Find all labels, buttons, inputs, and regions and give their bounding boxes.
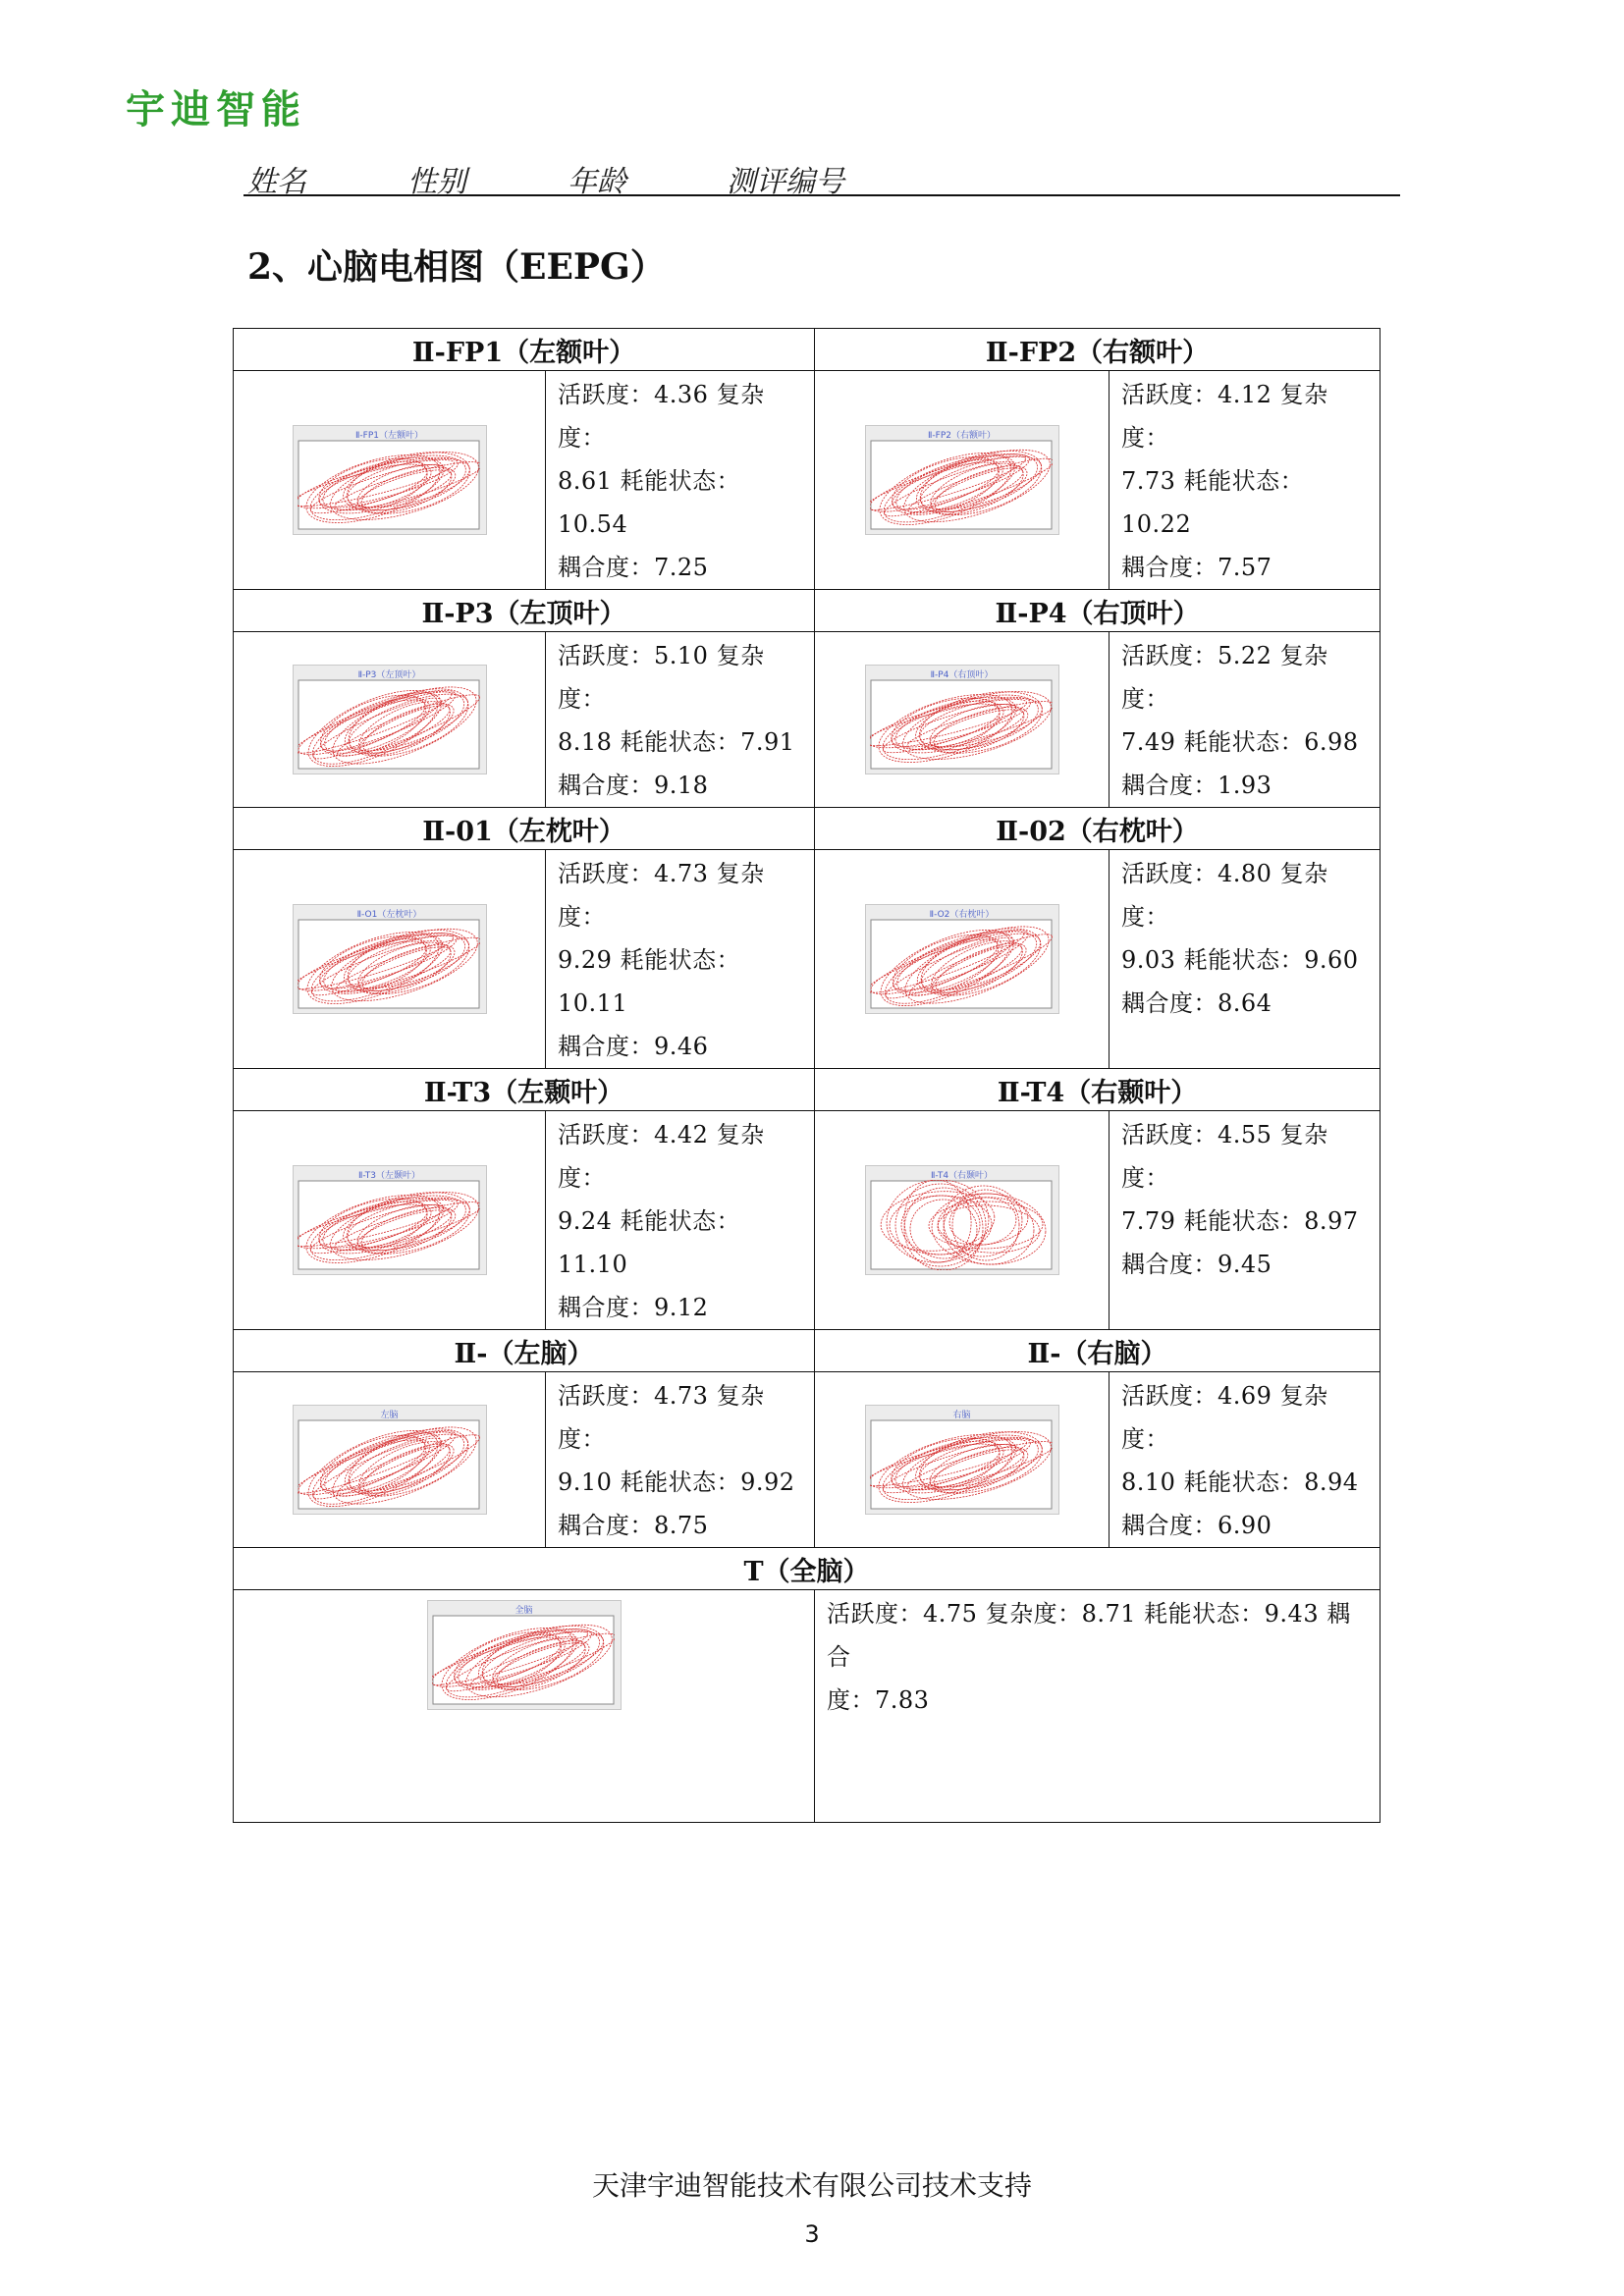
age-label: 年龄 <box>568 165 626 199</box>
eepg-plot <box>865 1165 1059 1275</box>
eepg-plot <box>865 425 1059 535</box>
eepg-plot <box>865 665 1059 774</box>
eepg-plot <box>293 1165 487 1275</box>
energy-state: 7.73 耗能状态：10.22 <box>1121 467 1305 538</box>
phase-trace-svg <box>870 1419 1053 1510</box>
phase-trace-svg <box>298 679 480 770</box>
lead-title: Ⅱ-01（左枕叶） <box>234 808 815 850</box>
plot-label: Ⅱ-P4（右顶叶） <box>930 670 994 680</box>
lead-title: Ⅱ-02（右枕叶） <box>815 808 1380 850</box>
coupling: 耦合度：9.46 <box>558 1033 709 1060</box>
assessment-id-label: 测评编号 <box>727 165 844 199</box>
coupling: 耦合度：9.12 <box>558 1294 709 1321</box>
coupling: 耦合度：8.75 <box>558 1512 709 1539</box>
energy-state: 8.18 耗能状态：7.91 <box>558 728 795 756</box>
plot-frame <box>871 1181 1052 1269</box>
plot-label: 右脑 <box>952 1411 971 1420</box>
phase-trace-svg <box>870 440 1053 530</box>
whole-brain-title: T（全脑） <box>234 1548 1380 1590</box>
gender-label: 性别 <box>407 165 466 199</box>
lead-title: Ⅱ-（右脑） <box>815 1330 1380 1372</box>
eepg-table <box>233 328 1380 1823</box>
whole-stats-line2: 度：7.83 <box>827 1686 930 1714</box>
energy-state: 9.29 耗能状态：10.11 <box>558 946 741 1017</box>
eepg-plot-whole <box>427 1600 622 1710</box>
phase-trace-svg <box>298 1419 480 1510</box>
activity-complexity: 活跃度：4.36 复杂度： <box>558 381 765 452</box>
activity-complexity: 活跃度：5.10 复杂度： <box>558 642 765 713</box>
plot-label: 全脑 <box>514 1606 533 1616</box>
lead-title: Ⅱ-P4（右顶叶） <box>815 590 1380 632</box>
coupling: 耦合度：9.45 <box>1121 1251 1272 1278</box>
energy-state: 8.61 耗能状态：10.54 <box>558 467 741 538</box>
phase-trace-svg <box>870 679 1053 770</box>
activity-complexity: 活跃度：5.22 复杂度： <box>1121 642 1328 713</box>
plot-label: Ⅱ-O1（左枕叶） <box>356 910 422 920</box>
activity-complexity: 活跃度：4.73 复杂度： <box>558 1382 765 1453</box>
lead-title: Ⅱ-FP1（左额叶） <box>234 329 815 371</box>
activity-complexity: 活跃度：4.55 复杂度： <box>1121 1121 1328 1192</box>
energy-state: 8.10 耗能状态：8.94 <box>1121 1468 1359 1496</box>
phase-trace-svg <box>870 919 1053 1009</box>
energy-state: 9.10 耗能状态：9.92 <box>558 1468 795 1496</box>
eepg-plot <box>293 1405 487 1515</box>
lead-title: Ⅱ-FP2（右额叶） <box>815 329 1380 371</box>
name-label: 姓名 <box>247 165 306 199</box>
lead-title: Ⅱ-（左脑） <box>234 1330 815 1372</box>
phase-trace-svg <box>432 1615 615 1705</box>
activity-complexity: 活跃度：4.80 复杂度： <box>1121 860 1328 931</box>
plot-label: Ⅱ-T4（右颞叶） <box>930 1171 994 1181</box>
lead-title: Ⅱ-T4（右颞叶） <box>815 1069 1380 1111</box>
coupling: 耦合度：9.18 <box>558 772 709 799</box>
whole-stats-line1: 活跃度：4.75 复杂度：8.71 耗能状态：9.43 耦合 <box>827 1600 1351 1671</box>
phase-trace-svg <box>870 1180 1053 1270</box>
coupling: 耦合度：7.25 <box>558 554 709 581</box>
eepg-plot <box>293 904 487 1014</box>
eepg-plot <box>293 665 487 774</box>
activity-complexity: 活跃度：4.42 复杂度： <box>558 1121 765 1192</box>
phase-trace-svg <box>298 919 480 1009</box>
lead-title: Ⅱ-P3（左顶叶） <box>234 590 815 632</box>
footer-support: 天津宇迪智能技术有限公司技术支持 <box>591 2169 1032 2202</box>
section-title: 2、心脑电相图（EEPG） <box>247 246 666 288</box>
energy-state: 7.49 耗能状态：6.98 <box>1121 728 1359 756</box>
eepg-plot <box>865 904 1059 1014</box>
plot-label: Ⅱ-FP1（左额叶） <box>354 431 423 441</box>
coupling: 耦合度：7.57 <box>1121 554 1272 581</box>
plot-label: Ⅱ-P3（左顶叶） <box>357 670 421 680</box>
lead-title: Ⅱ-T3（左颞叶） <box>234 1069 815 1111</box>
phase-trace-svg <box>298 440 480 530</box>
energy-state: 9.03 耗能状态：9.60 <box>1121 946 1359 974</box>
header-divider <box>244 194 1400 196</box>
eepg-plot <box>865 1405 1059 1515</box>
coupling: 耦合度：1.93 <box>1121 772 1272 799</box>
eepg-plot <box>293 425 487 535</box>
page-number: 3 <box>804 2220 820 2248</box>
activity-complexity: 活跃度：4.73 复杂度： <box>558 860 765 931</box>
company-logo: 宇迪智能 <box>126 87 306 133</box>
activity-complexity: 活跃度：4.12 复杂度： <box>1121 381 1328 452</box>
activity-complexity: 活跃度：4.69 复杂度： <box>1121 1382 1328 1453</box>
phase-trace-svg <box>298 1180 480 1270</box>
plot-label: Ⅱ-T3（左颞叶） <box>357 1171 421 1181</box>
energy-state: 7.79 耗能状态：8.97 <box>1121 1207 1359 1235</box>
plot-label: Ⅱ-O2（右枕叶） <box>929 910 995 920</box>
energy-state: 9.24 耗能状态：11.10 <box>558 1207 741 1278</box>
coupling: 耦合度：8.64 <box>1121 989 1272 1017</box>
plot-label: 左脑 <box>380 1411 399 1420</box>
plot-label: Ⅱ-FP2（右额叶） <box>928 431 997 441</box>
coupling: 耦合度：6.90 <box>1121 1512 1272 1539</box>
